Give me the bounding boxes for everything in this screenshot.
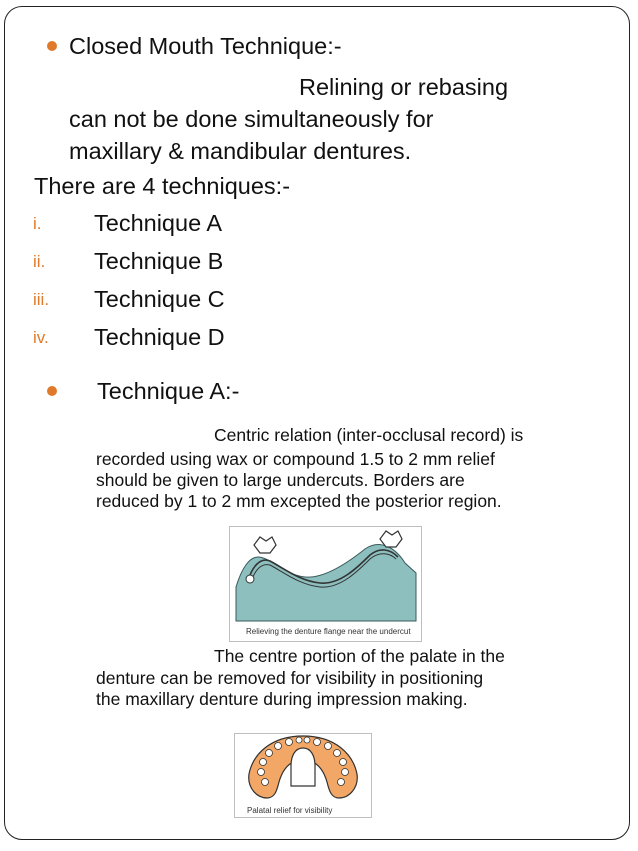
list-number: i. — [33, 214, 42, 233]
intro-text: There are 4 techniques:- — [34, 173, 291, 199]
list-item: Technique B — [94, 248, 224, 274]
figure-caption: Palatal relief for visibility — [247, 806, 333, 815]
paragraph-line: The centre portion of the palate in the — [214, 646, 505, 666]
denture-flange-illustration — [230, 527, 421, 623]
paragraph-line: should be given to large undercuts. Borders are — [96, 470, 465, 490]
bullet-dot — [47, 386, 57, 396]
list-item: Technique D — [94, 324, 225, 350]
figure-caption: Relieving the denture flange near the undercut — [246, 627, 411, 636]
paragraph-line: Centric relation (inter-occlusal record) is — [214, 425, 524, 445]
heading1-line: can not be done simultaneously for — [69, 106, 434, 132]
figure-undercut-relief — [229, 526, 422, 642]
list-number: ii. — [33, 252, 46, 271]
paragraph-line: denture can be removed for visibility in positioning — [96, 668, 484, 688]
list-item: Technique C — [94, 286, 225, 312]
heading-technique-a: Technique A:- — [97, 378, 240, 404]
heading1-line: Relining or rebasing — [299, 74, 509, 100]
list-number: iv. — [33, 328, 49, 347]
palatal-relief-illustration — [235, 734, 371, 804]
paragraph-line: recorded using wax or compound 1.5 to 2 mm relief — [96, 449, 495, 469]
list-item: Technique A — [94, 210, 223, 236]
list-number: iii. — [33, 290, 50, 309]
paragraph-line: the maxillary denture during impression making. — [96, 689, 468, 709]
figure-palatal-relief — [234, 733, 372, 818]
heading1-line: maxillary & mandibular dentures. — [69, 138, 412, 164]
heading-closed-mouth: Closed Mouth Technique:- — [69, 33, 342, 59]
paragraph-line: reduced by 1 to 2 mm excepted the posterior region. — [96, 491, 502, 511]
bullet-dot — [47, 41, 57, 51]
